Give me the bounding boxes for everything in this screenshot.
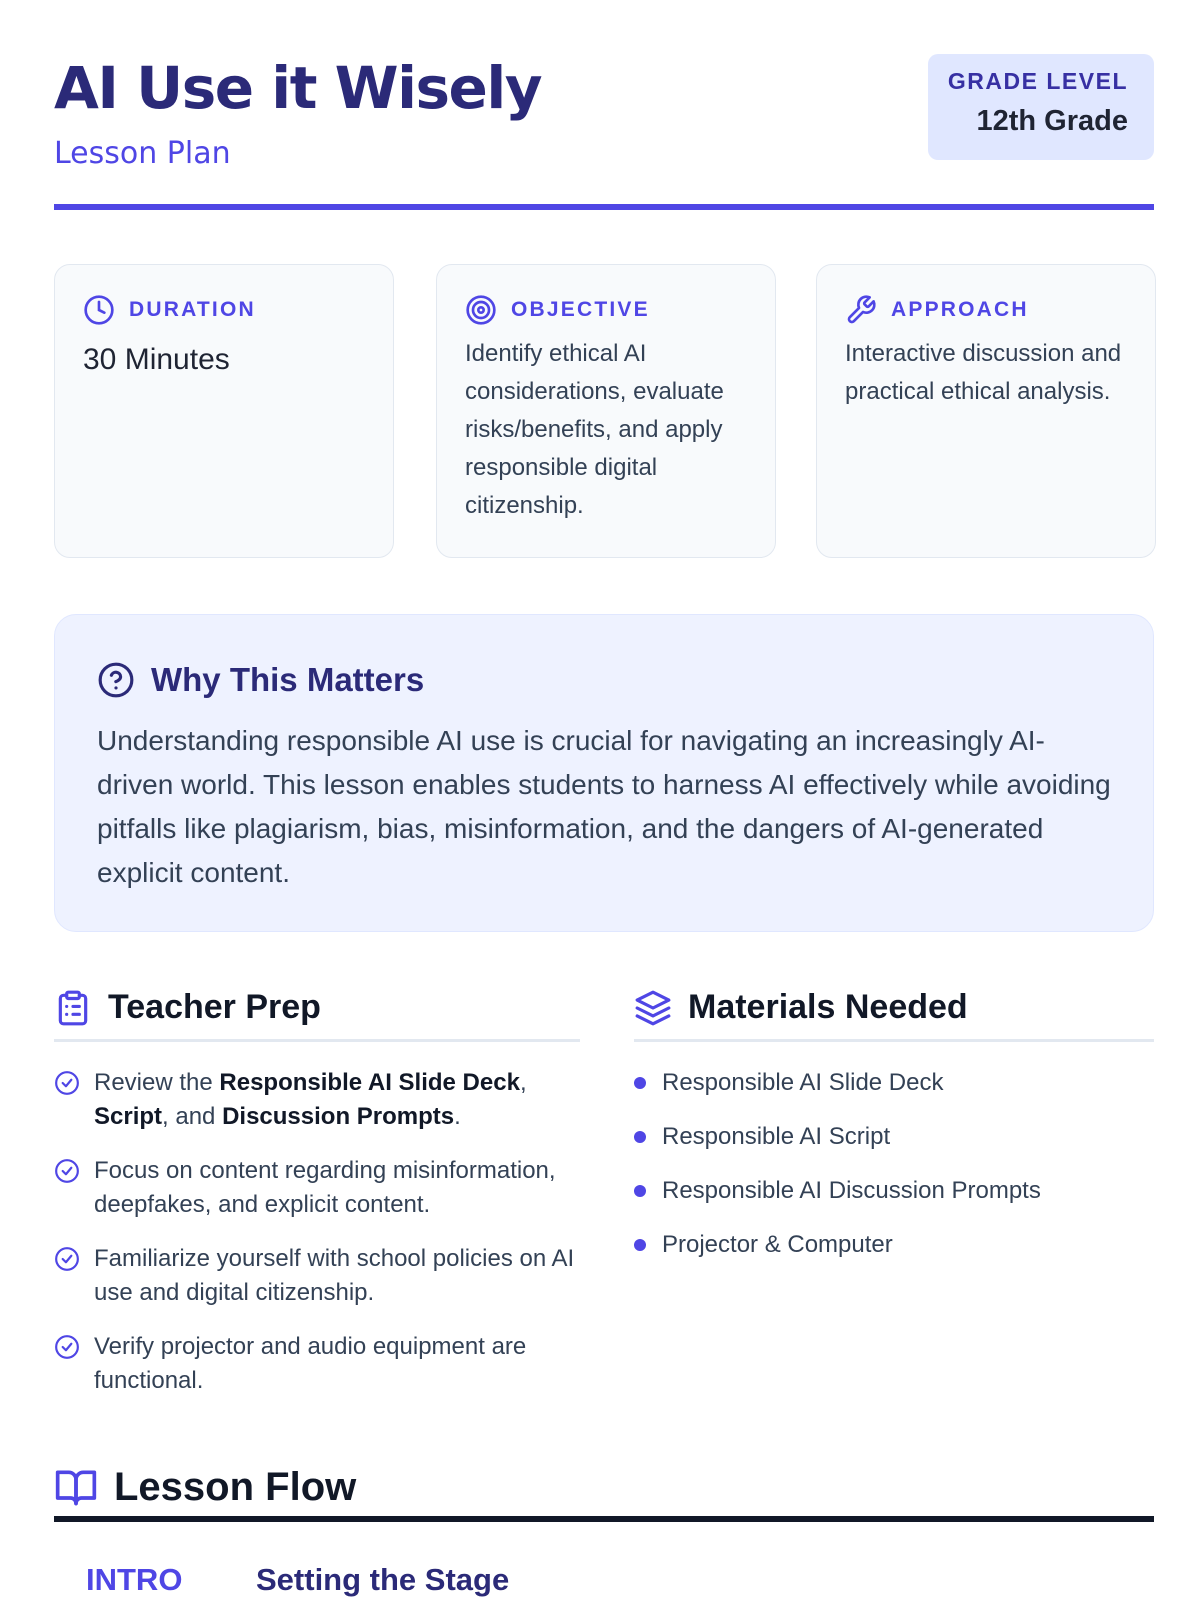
list-item bbox=[634, 1066, 1154, 1100]
grade-level-value: 12th Grade bbox=[976, 105, 1128, 137]
check-circle-icon bbox=[54, 1070, 80, 1096]
objective-label: OBJECTIVE bbox=[511, 298, 650, 321]
grade-level-label: GRADE LEVEL bbox=[947, 68, 1128, 94]
objective-card bbox=[436, 264, 776, 558]
list-item-text: Review the Responsible AI Slide Deck, Script, and Discussion Prompts. bbox=[94, 1069, 527, 1130]
lesson-flow-row bbox=[86, 1562, 509, 1598]
check-circle-icon bbox=[54, 1246, 80, 1272]
why-this-matters-text: Understanding responsible AI use is crucial for navigating an increasingly AI-driven world. This lesson enables students to harness AI effectively while avoiding pitfalls like plagiarism, bias, misinformation, and the dangers of AI-generated explicit content. bbox=[97, 725, 1111, 888]
clipboard-icon bbox=[54, 989, 92, 1027]
why-this-matters-panel bbox=[54, 614, 1154, 932]
duration-label: DURATION bbox=[129, 298, 256, 321]
list-item-text: Verify projector and audio equipment are functional. bbox=[94, 1333, 527, 1394]
approach-text: Interactive discussion and practical ethical analysis. bbox=[845, 340, 1122, 405]
target-icon bbox=[465, 294, 497, 326]
list-item bbox=[54, 1330, 580, 1398]
teacher-prep-title: Teacher Prep bbox=[108, 988, 321, 1026]
list-item bbox=[634, 1228, 1154, 1262]
page-subtitle: Lesson Plan bbox=[54, 136, 231, 171]
list-item-text: Familiarize yourself with school policies on AI use and digital citizenship. bbox=[94, 1245, 575, 1306]
list-item-text: Projector & Computer bbox=[662, 1231, 893, 1258]
approach-label: APPROACH bbox=[891, 298, 1029, 321]
bullet-icon bbox=[634, 1185, 646, 1197]
why-this-matters-title: Why This Matters bbox=[151, 661, 425, 698]
bullet-icon bbox=[634, 1239, 646, 1251]
list-item-text: Responsible AI Script bbox=[662, 1123, 891, 1150]
list-item bbox=[54, 1242, 580, 1310]
list-item bbox=[54, 1154, 580, 1222]
duration-card bbox=[54, 264, 394, 558]
list-item-text: Responsible AI Discussion Prompts bbox=[662, 1177, 1041, 1204]
teacher-prep-section bbox=[54, 986, 580, 1418]
materials-title: Materials Needed bbox=[688, 988, 968, 1026]
question-circle-icon bbox=[97, 661, 135, 699]
duration-value: 30 Minutes bbox=[83, 343, 230, 376]
lesson-phase-label: INTRO bbox=[86, 1562, 183, 1597]
list-item bbox=[54, 1066, 580, 1134]
lesson-flow-header bbox=[54, 1458, 1154, 1516]
lesson-flow-title: Lesson Flow bbox=[114, 1464, 357, 1509]
approach-card bbox=[816, 264, 1156, 558]
header-divider bbox=[54, 204, 1154, 210]
check-circle-icon bbox=[54, 1158, 80, 1184]
list-item-text: Focus on content regarding misinformation, deepfakes, and explicit content. bbox=[94, 1157, 556, 1218]
materials-section bbox=[634, 986, 1154, 1282]
list-item bbox=[634, 1174, 1154, 1208]
lesson-flow-divider bbox=[54, 1516, 1154, 1522]
list-item bbox=[634, 1120, 1154, 1154]
grade-level-badge bbox=[928, 54, 1154, 160]
objective-text: Identify ethical AI considerations, evaluate risks/benefits, and apply responsible digital citizenship. bbox=[465, 340, 724, 519]
bullet-icon bbox=[634, 1077, 646, 1089]
check-circle-icon bbox=[54, 1334, 80, 1360]
page-title: AI Use it Wisely bbox=[54, 54, 542, 122]
bullet-icon bbox=[634, 1131, 646, 1143]
materials-list bbox=[634, 1066, 1154, 1262]
page-header bbox=[54, 52, 1154, 212]
open-book-icon bbox=[54, 1465, 98, 1509]
layers-icon bbox=[634, 989, 672, 1027]
clock-icon bbox=[83, 294, 115, 326]
lesson-phase-title: Setting the Stage bbox=[256, 1562, 510, 1597]
teacher-prep-list bbox=[54, 1066, 580, 1398]
list-item-text: Responsible AI Slide Deck bbox=[662, 1069, 944, 1096]
wrench-icon bbox=[845, 294, 877, 326]
